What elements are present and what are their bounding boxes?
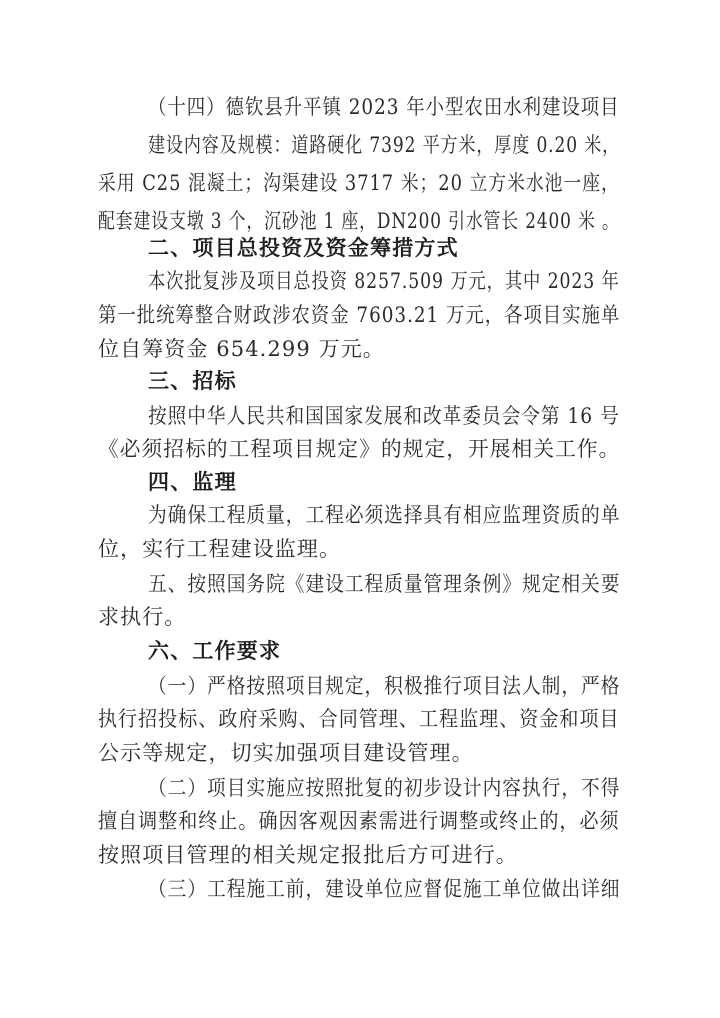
section-5-line-1: 五、按照国务院《建设工程质量管理条例》规定相关要 <box>148 572 621 596</box>
section-6-item-3-line-1: （三）工程施工前，建设单位应督促施工单位做出详细 <box>148 877 621 901</box>
section-4-heading: 四、监理 <box>148 470 237 494</box>
project-14-scope-line-2: 采用 C25 混凝土；沟渠建设 3717 米；20 立方米水池一座， <box>98 171 620 195</box>
section-5-line-2: 求执行。 <box>98 605 187 629</box>
section-2-line-2: 第一批统筹整合财政涉农资金 7603.21 万元，各项目实施单 <box>98 303 621 327</box>
section-4-line-2: 位，实行工程建设监理。 <box>98 537 342 561</box>
section-3-line-1: 按照中华人民共和国国家发展和改革委员会令第 16 号 <box>148 404 620 428</box>
section-6-heading: 六、工作要求 <box>148 639 282 663</box>
project-14-scope-line-1: 建设内容及规模：道路硬化 7392 平方米，厚度 0.20 米， <box>148 133 621 157</box>
section-6-item-2-line-3: 按照项目管理的相关规定报批后方可进行。 <box>98 843 518 867</box>
section-2-heading: 二、项目总投资及资金筹措方式 <box>148 236 459 260</box>
section-6-item-2-line-2: 擅自调整和终止。确因客观因素需进行调整或终止的，必须 <box>98 809 620 833</box>
project-14-scope-line-3: 配套建设支墩 3 个，沉砂池 1 座，DN200 引水管长 2400 米 。 <box>98 209 620 233</box>
section-2-line-3: 位自筹资金 654.299 万元。 <box>98 337 385 361</box>
section-6-item-1-line-2: 执行招投标、政府采购、合同管理、工程监理、资金和项目 <box>98 707 620 731</box>
project-14-title: （十四）德钦县升平镇 2023 年小型农田水利建设项目 <box>148 95 620 119</box>
section-6-item-1-line-3: 公示等规定，切实加强项目建设管理。 <box>98 741 474 765</box>
section-4-line-1: 为确保工程质量，工程必须选择具有相应监理资质的单 <box>148 503 621 527</box>
section-6-item-2-line-1: （二）项目实施应按照批复的初步设计内容执行，不得 <box>148 776 621 800</box>
section-3-line-2: 《必须招标的工程项目规定》的规定，开展相关工作。 <box>98 437 621 461</box>
section-6-item-1-line-1: （一）严格按照项目规定，积极推行项目法人制，严格 <box>148 674 621 698</box>
section-2-line-1: 本次批复涉及项目总投资 8257.509 万元，其中 2023 年 <box>148 269 620 293</box>
section-3-heading: 三、招标 <box>148 369 237 393</box>
